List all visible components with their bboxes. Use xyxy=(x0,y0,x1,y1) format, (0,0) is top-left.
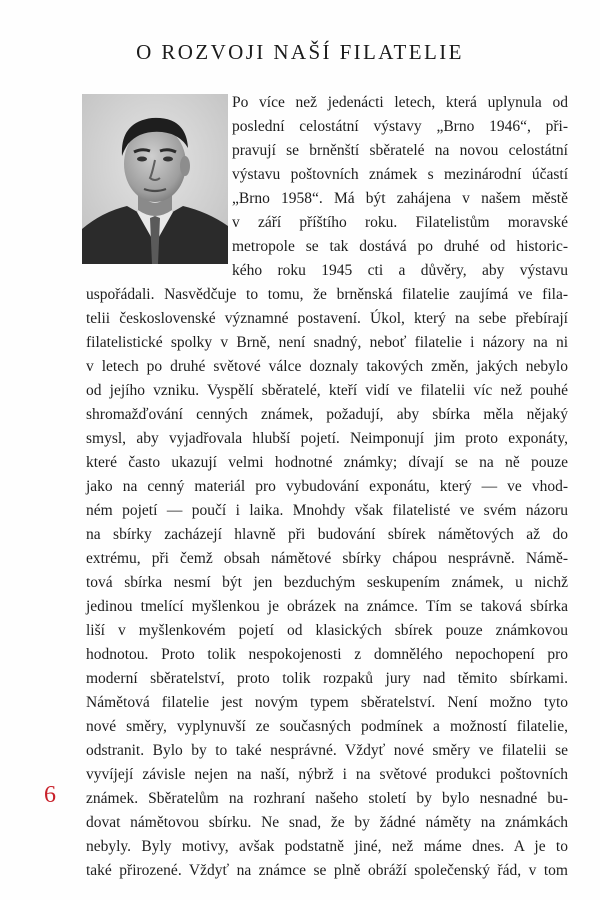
text-line: v letech po druhé světové válce doznaly takových změn, jakých nebylo xyxy=(86,358,568,375)
text-line: jako na cenný materiál pro vybudování exponátu, který — ve vhod- xyxy=(86,478,568,495)
text-line: telii československé významné postavení. Úkol, který na sebe přebírají xyxy=(86,310,568,327)
text-line: Po více než jedenácti letech, která uplynula od xyxy=(232,94,568,111)
text-line: uspořádali. Nasvědčuje to tomu, že brněnská filatelie zaujímá ve fila- xyxy=(86,286,568,303)
text-line: dovat námětovou sbírku. Ne snad, že by žádné náměty na známkách xyxy=(86,814,568,831)
text-line: na sbírky zacházejí hlavně při budování sbírek námětových až do xyxy=(86,526,568,543)
text-line: známek. Sběratelům na rozhraní našeho století by bylo nesnadné bu- xyxy=(86,790,568,807)
text-line: výstavu poštovních známek s mezinárodní účastí xyxy=(232,166,568,183)
text-line: nebyly. Byly motivy, avšak podstatně jiné, než máme dnes. A je to xyxy=(86,838,568,855)
text-line: moderní sběratelství, proto tolik rozpaků jury nad těmito sbírkami. xyxy=(86,670,568,687)
text-line: také přirozené. Vždyť na známce se plně obráží společenský řád, v tom xyxy=(86,862,568,879)
text-line: nové směry, vyplynuvší ze současných podmínek a možností filatelie, xyxy=(86,718,568,735)
text-line: tová sbírka nesmí být jen bezduchým seskupením známek, u nichž xyxy=(86,574,568,591)
portrait-photo xyxy=(82,94,228,264)
text-line: extrému, při čemž obsah námětové sbírky chápou nesprávně. Námě- xyxy=(86,550,568,567)
text-line: odstranit. Bylo by to také nesprávné. Vždyť nové směry ve filatelii se xyxy=(86,742,568,759)
text-line: v září příštího roku. Filatelistům moravské xyxy=(232,214,568,231)
text-line: liší v myšlenkovém pojetí od klasických sbírek pouze známkovou xyxy=(86,622,568,639)
text-line: Námětová filatelie jest novým typem sběratelství. Není možno tyto xyxy=(86,694,568,711)
text-line: které často ukazují velmi hodnotné známky; dívají se na ně pouze xyxy=(86,454,568,471)
text-line: od jejího vzniku. Vyspělí sběratelé, kteří vidí ve filatelii víc než pouhé xyxy=(86,382,568,399)
text-line: pravují se brněnští sběratelé na novou celostátní xyxy=(232,142,568,159)
page-title: O ROZVOJI NAŠÍ FILATELIE xyxy=(136,40,464,64)
text-line: metropole se tak dostává po druhé od historic- xyxy=(232,238,568,255)
text-line: hodnotou. Proto tolik nespokojenosti z domnělého nepochopení pro xyxy=(86,646,568,663)
page-number: 6 xyxy=(44,782,56,808)
text-line: vyvíjejí závisle nejen na naší, nýbrž i na světové produkci poštovních xyxy=(86,766,568,783)
text-line: poslední celostátní výstavy „Brno 1946“, při- xyxy=(232,118,568,135)
text-line: ném pojetí — poučí i laika. Mnohdy však filatelisté ve svém názoru xyxy=(86,502,568,519)
text-line: „Brno 1958“. Má být zahájena v našem městě xyxy=(232,190,568,207)
text-line: kého roku 1945 cti a důvěry, aby výstavu xyxy=(232,262,568,279)
text-line: smysl, aby vyjadřovala hlubší pojetí. Neimponují jim proto exponáty, xyxy=(86,430,568,447)
text-line: jedinou tmelící myšlenkou je obrázek na známce. Tím se taková sbírka xyxy=(86,598,568,615)
text-line: filatelistické spolky v Brně, není snadný, neboť filatelie i názory na ni xyxy=(86,334,568,351)
text-line: shromažďování cenných známek, požadují, aby sbírka měla nějaký xyxy=(86,406,568,423)
